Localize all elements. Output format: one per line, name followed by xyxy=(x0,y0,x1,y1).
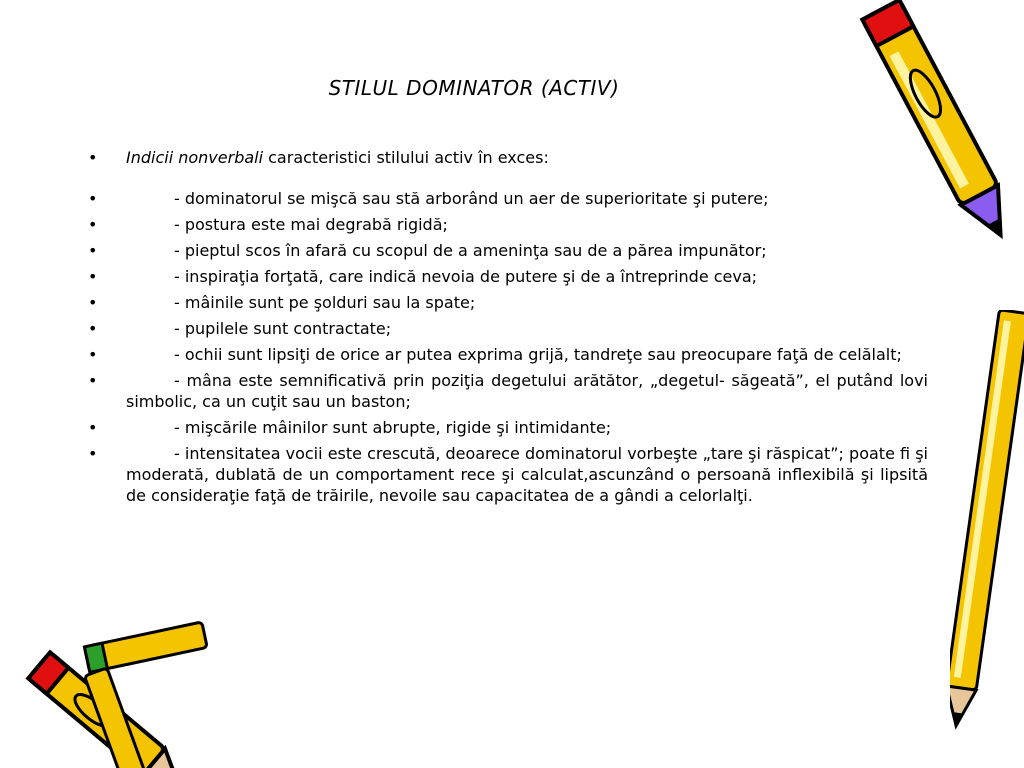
bullet: • xyxy=(88,241,98,260)
item-text: - inspiraţia forţată, care indică nevoia de putere şi de a întreprinde ceva; xyxy=(174,267,758,286)
list-item xyxy=(88,417,928,438)
item-text: - mâna este semnificativă prin poziţia degetului arătător, „degetul- săgeată”, el putând lovi simbolic, ca un cuţit sau un baston; xyxy=(126,371,928,411)
intro-italic: Indicii nonverbali xyxy=(126,148,264,167)
list-item xyxy=(88,214,928,235)
list-item-intro xyxy=(88,147,928,168)
list-item xyxy=(88,292,928,313)
bullet: • xyxy=(88,345,98,364)
item-text: - pupilele sunt contractate; xyxy=(174,319,392,338)
bullet: • xyxy=(88,418,98,437)
list-item xyxy=(88,344,928,365)
list-item xyxy=(88,443,928,506)
list-item xyxy=(88,318,928,339)
pencils-icon xyxy=(0,610,210,768)
item-text: - postura este mai degrabă rigidă; xyxy=(174,215,448,234)
item-text: - pieptul scos în afară cu scopul de a ameninţa sau de a părea impunător; xyxy=(174,241,767,260)
bullet: • xyxy=(88,148,98,167)
item-text: - dominatorul se mişcă sau stă arborând un aer de superioritate şi putere; xyxy=(174,189,769,208)
bullet: • xyxy=(88,444,98,463)
slide-title: STILUL DOMINATOR (ACTIV) xyxy=(328,76,620,100)
bullet: • xyxy=(88,293,98,312)
bullet: • xyxy=(88,371,98,390)
pencil-icon xyxy=(950,310,1024,730)
bullet: • xyxy=(88,215,98,234)
list-item xyxy=(88,370,928,412)
list-item xyxy=(88,188,928,209)
intro-text: caracteristici stilului activ în exces: xyxy=(263,148,549,167)
bullet: • xyxy=(88,319,98,338)
item-text: - mişcările mâinilor sunt abrupte, rigide şi intimidante; xyxy=(174,418,612,437)
bullet-list xyxy=(88,147,928,511)
bullet: • xyxy=(88,267,98,286)
bullet: • xyxy=(88,189,98,208)
item-text: - mâinile sunt pe şolduri sau la spate; xyxy=(174,293,476,312)
item-text: - intensitatea vocii este crescută, deoarece dominatorul vorbeşte „tare şi răspicat”; poate fi şi moderată, dublată de un comportament rece şi calculat,ascunzând o persoană inflexibilă şi lipsită de consideraţie faţă de trăirile, nevoile sau capacitatea de a gândi a celorlalţi. xyxy=(126,444,928,505)
list-item xyxy=(88,240,928,261)
list-item xyxy=(88,266,928,287)
item-text: - ochii sunt lipsiţi de orice ar putea exprima grijă, tandreţe sau preocupare faţă de celălalt; xyxy=(174,345,902,364)
